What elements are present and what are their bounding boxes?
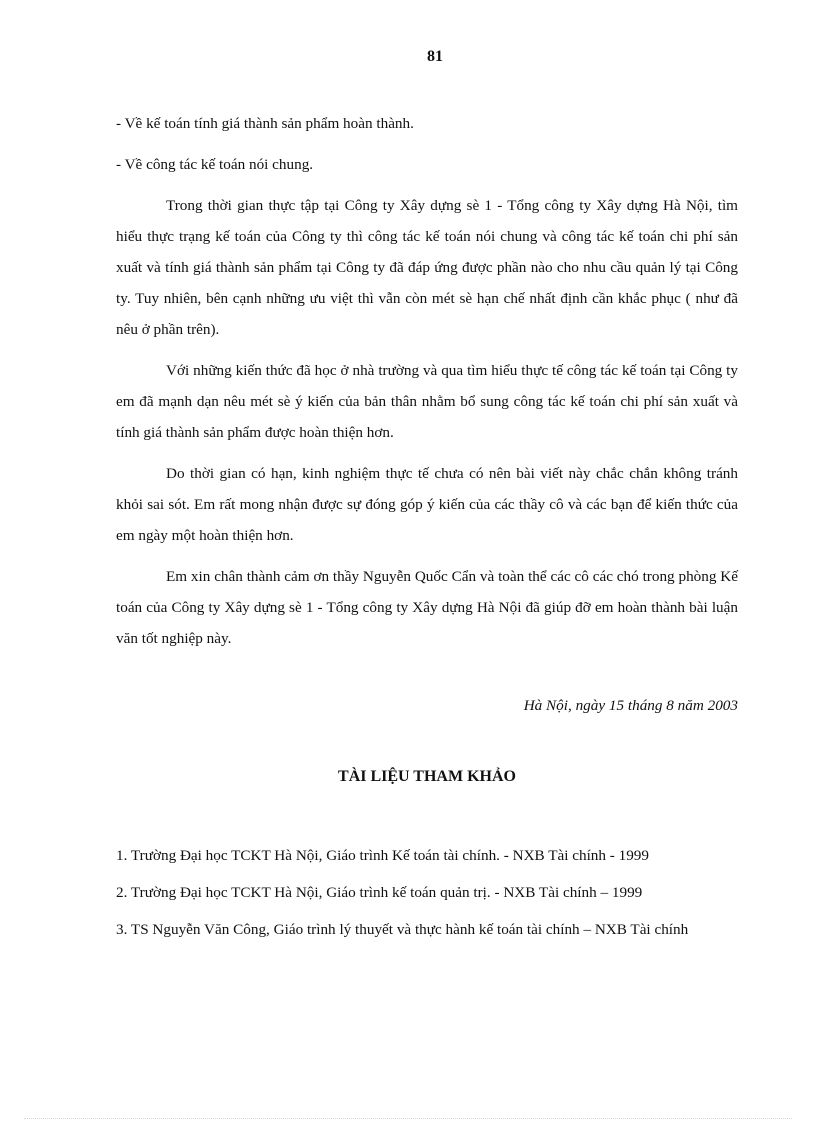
place-date-signoff: Hà Nội, ngày 15 tháng 8 năm 2003 [523, 697, 738, 714]
paragraph-acknowledgement: Em xin chân thành cảm ơn thầy Nguyễn Quốc Cẩn và toàn thể các cô các chó trong phòng Kế toán của Công ty Xây dựng sè 1 - Tổng công ty Xây dựng Hà Nội đã giúp đỡ em hoàn thành bài luận văn tốt nghiệp này. [116, 568, 738, 647]
paragraph-internship-assessment: Trong thời gian thực tập tại Công ty Xây dựng sè 1 - Tổng công ty Xây dựng Hà Nội, tìm hiểu thực trạng kế toán của Công ty thì công tác kế toán nói chung và công tác kế toán chi phí sản xuất và tính giá thành sản phẩm tại Công ty đã đáp ứng được phần nào cho nhu cầu quản lý tại Công ty. Tuy nhiên, bên cạnh những ưu việt thì vẫn còn mét sè hạn chế nhất định cần khắc phục ( như đã nêu ở phần trên). [116, 197, 738, 338]
reference-item: 3. TS Nguyễn Văn Công, Giáo trình lý thuyết và thực hành kế toán tài chính – NXB Tài chính [116, 921, 689, 938]
reference-item: 2. Trường Đại học TCKT Hà Nội, Giáo trình kế toán quản trị. - NXB Tài chính – 1999 [116, 884, 643, 901]
bullet-item-cost-calculation: - Về kế toán tính giá thành sản phẩm hoàn thành. [116, 115, 414, 132]
paragraph-limitations: Do thời gian có hạn, kinh nghiệm thực tế chưa có nên bài viết này chắc chắn không tránh khỏi sai sót. Em rất mong nhận được sự đóng góp ý kiến của các thầy cô và các bạn để kiến thức của em ngày một hoàn thiện hơn. [116, 465, 738, 544]
page-body [116, 108, 738, 951]
references-list [116, 840, 738, 945]
page-number: 81 [427, 48, 443, 65]
reference-item: 1. Trường Đại học TCKT Hà Nội, Giáo trình Kế toán tài chính. - NXB Tài chính - 1999 [116, 847, 649, 864]
bullet-item-general-accounting: - Về công tác kế toán nói chung. [116, 156, 314, 173]
references-heading: TÀI LIỆU THAM KHẢO [338, 768, 516, 785]
paragraph-proposals: Với những kiến thức đã học ở nhà trường và qua tìm hiểu thực tế công tác kế toán tại Công ty em đã mạnh dạn nêu mét sè ý kiến của bản thân nhằm bổ sung công tác kế toán chi phí sản xuất và tính giá thành sản phẩm được hoàn thiện hơn. [116, 362, 738, 441]
page-bottom-divider [24, 1118, 792, 1119]
